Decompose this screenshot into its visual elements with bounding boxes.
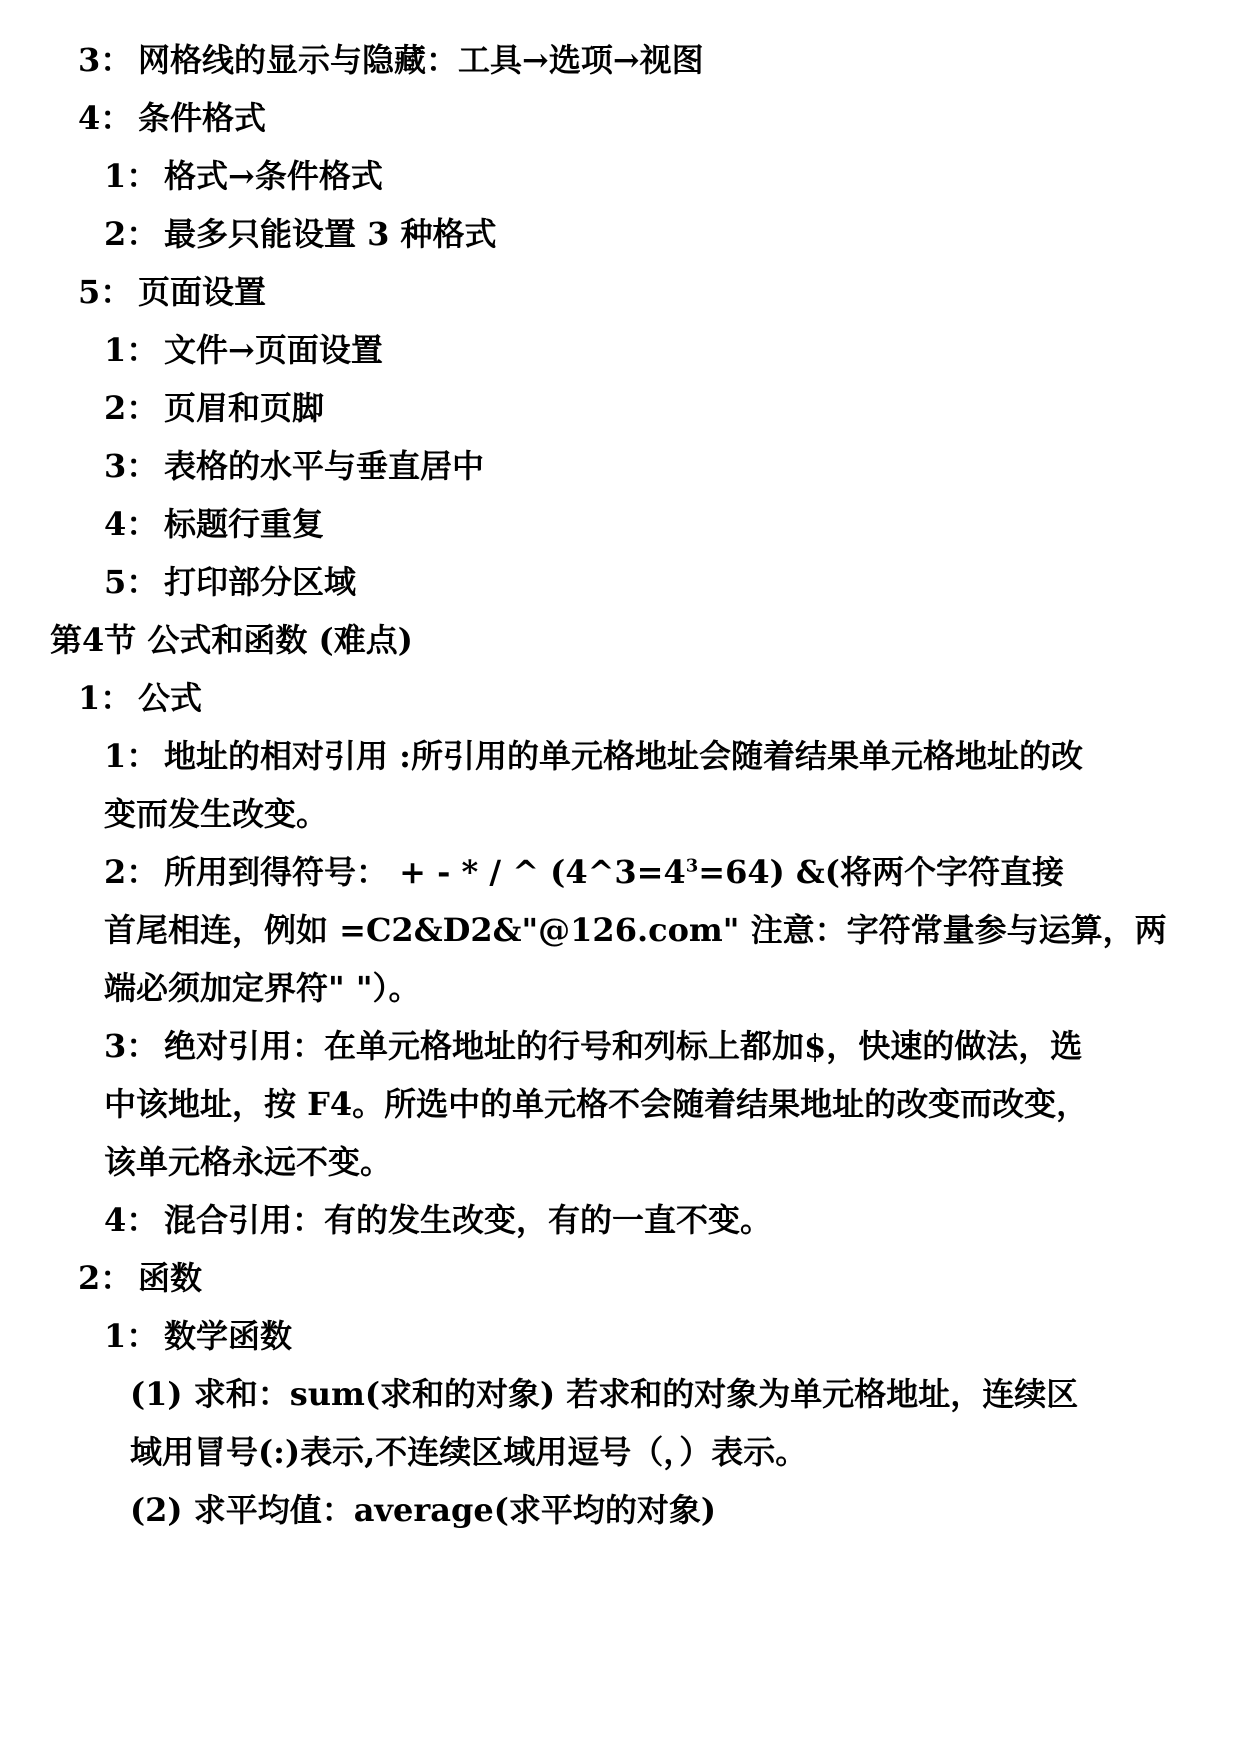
paragraph-continuation (104, 1084, 1088, 1124)
paragraph-continuation (104, 1142, 392, 1182)
item-text: 域用冒号(:)表示,不连续区域用逗号（，）表示。 (130, 1433, 808, 1471)
section-heading (50, 620, 413, 660)
outline-subitem (104, 504, 324, 544)
item-text: (2) 求平均值：average(求平均的对象) (130, 1491, 716, 1529)
outline-subitem (104, 736, 1083, 776)
outline-item-gridlines (78, 40, 704, 80)
item-text: 混合引用：有的发生改变，有的一直不变。 (164, 1201, 773, 1239)
item-text: 表格的水平与垂直居中 (164, 447, 485, 485)
paragraph-continuation (104, 968, 421, 1008)
outline-subitem (104, 562, 356, 602)
item-number: 4： (104, 1201, 159, 1239)
item-text: 变而发生改变。 (104, 795, 329, 833)
outline-subitem (104, 214, 497, 254)
outline-subitem (104, 446, 484, 486)
item-text: 页面设置 (138, 273, 267, 311)
outline-subitem (104, 156, 383, 196)
item-text: 条件格式 (138, 99, 267, 137)
item-number: 4： (78, 99, 133, 137)
sub-subitem (130, 1490, 716, 1530)
item-number: 2： (104, 853, 159, 891)
paragraph-continuation (104, 910, 1167, 950)
outline-item-conditional-format (78, 98, 266, 138)
outline-subitem (104, 330, 383, 370)
item-text: 所用到得符号： + - * / ^ (4^3=4 (164, 853, 686, 891)
item-text: 该单元格永远不变。 (104, 1143, 393, 1181)
outline-subitem (104, 1026, 1082, 1066)
outline-subitem (104, 1200, 772, 1240)
paragraph-continuation (130, 1432, 807, 1472)
item-text: 数学函数 (164, 1317, 293, 1355)
item-number: 1： (104, 157, 159, 195)
item-text: 函数 (138, 1259, 203, 1297)
item-number: 3： (104, 447, 159, 485)
item-text: 端必须加定界符" "）。 (104, 969, 421, 1007)
item-text: 中该地址，按 F4。所选中的单元格不会随着结果地址的改变而改变， (104, 1085, 1089, 1123)
item-text: 最多只能设置 3 种格式 (164, 215, 497, 253)
outline-subitem (104, 388, 324, 428)
item-text: 格式→条件格式 (164, 157, 383, 195)
sub-subitem (130, 1374, 1078, 1414)
outline-subitem (104, 1316, 292, 1356)
paragraph-continuation (104, 794, 328, 834)
item-text: 文件→页面设置 (164, 331, 383, 369)
item-number: 3： (104, 1027, 159, 1065)
outline-item-formula (78, 678, 202, 718)
item-text: 地址的相对引用 :所引用的单元格地址会随着结果单元格地址的改 (164, 737, 1083, 775)
item-text: 首尾相连，例如 =C2&D2&"@126.com" 注意：字符常量参与运算，两 (104, 911, 1167, 949)
item-text: 标题行重复 (164, 505, 325, 543)
item-text: (1) 求和：sum(求和的对象) 若求和的对象为单元格地址，连续区 (130, 1375, 1079, 1413)
item-number: 5： (104, 563, 159, 601)
item-number: 1： (104, 331, 159, 369)
item-number: 2： (104, 389, 159, 427)
item-number: 1： (104, 737, 159, 775)
item-number: 5： (78, 273, 133, 311)
item-number: 4： (104, 505, 159, 543)
item-text: 页眉和页脚 (164, 389, 325, 427)
outline-item-page-setup (78, 272, 266, 312)
outline-item-functions (78, 1258, 202, 1298)
item-number: 3： (78, 41, 133, 79)
outline-subitem (104, 852, 1064, 892)
item-number: 2： (104, 215, 159, 253)
item-text: 打印部分区域 (164, 563, 357, 601)
superscript: 3 (685, 855, 699, 877)
item-text: =64) &(将两个字符直接 (698, 853, 1064, 891)
item-text: 绝对引用：在单元格地址的行号和列标上都加$，快速的做法，选 (164, 1027, 1083, 1065)
section-heading-text: 第4节 公式和函数 (难点) (50, 621, 413, 659)
item-number: 1： (104, 1317, 159, 1355)
item-text: 网格线的显示与隐藏：工具→选项→视图 (138, 41, 704, 79)
item-text: 公式 (138, 679, 203, 717)
item-number: 2： (78, 1259, 133, 1297)
item-number: 1： (78, 679, 133, 717)
